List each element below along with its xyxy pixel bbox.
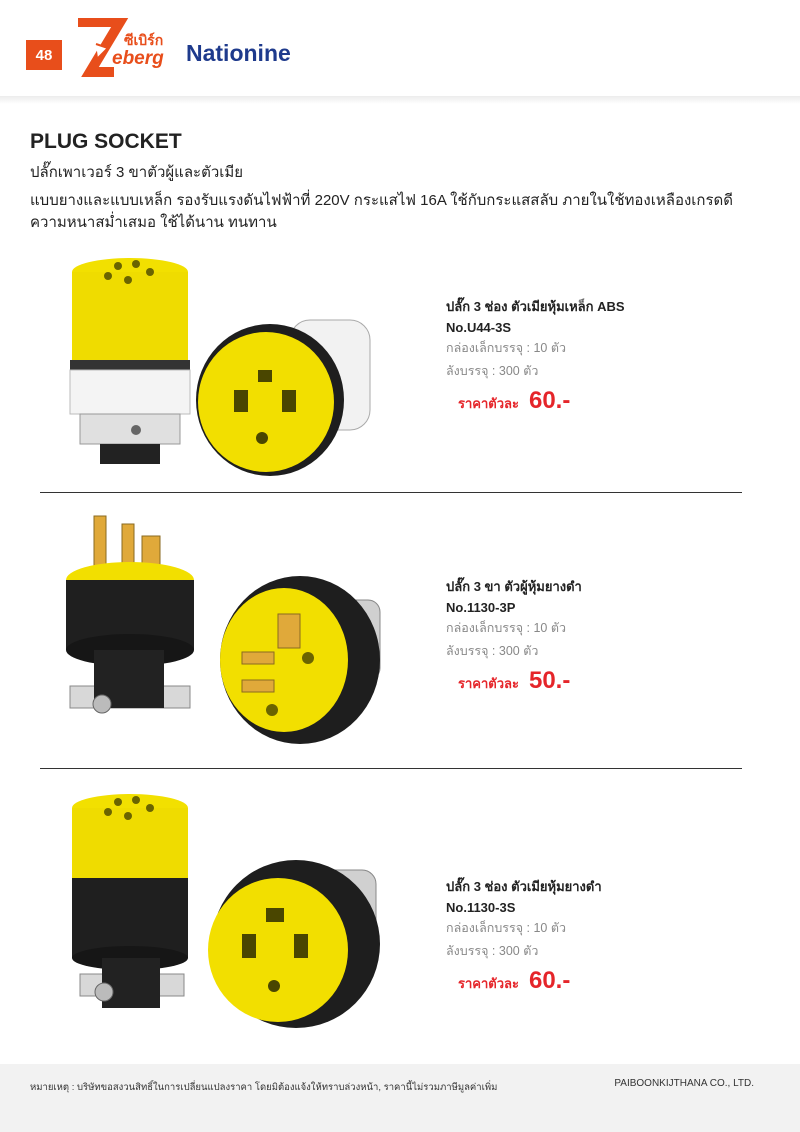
product-code: No.1130-3S xyxy=(446,900,516,915)
price-value: 60.- xyxy=(528,387,571,414)
product-carton-qty: ลังบรรจุ : 300 ตัว xyxy=(446,944,539,958)
product-info xyxy=(446,576,582,695)
header-shadow xyxy=(0,96,800,104)
divider xyxy=(40,768,742,769)
product-box-qty: กล่องเล็กบรรจุ : 10 ตัว xyxy=(446,341,566,355)
nationine-brand: Nationine xyxy=(186,40,291,66)
product-code: No.U44-3S xyxy=(446,320,512,335)
section-description: แบบยางและแบบเหล็ก รองรับแรงดันไฟฟ้าที่ 220V กระแสไฟ 16A ใช้กับกระแสสลับ ภายในใช้ทองเหลืองเกรดดี ความหนาสม่ำเสมอ ใช้ได้นาน ทนทาน xyxy=(30,192,734,231)
divider xyxy=(40,492,742,493)
price-label: ราคาตัวละ xyxy=(458,396,519,411)
product-box-qty: กล่องเล็กบรรจุ : 10 ตัว xyxy=(446,621,566,635)
footer-note: หมายเหตุ : บริษัทขอสงวนสิทธิ์ในการเปลี่ยนแปลงราคา โดยมิต้องแจ้งให้ทราบล่วงหน้า, ราคานี้ไม่รวมภาษีมูลค่าเพิ่ม xyxy=(30,1082,498,1093)
company-name: PAIBOONKIJTHANA CO., LTD. xyxy=(614,1078,754,1089)
product-box-qty: กล่องเล็กบรรจุ : 10 ตัว xyxy=(446,921,566,935)
product-image-u44-3s xyxy=(40,250,400,490)
section-subtitle: ปลั๊กเพาเวอร์ 3 ขาตัวผู้และตัวเมีย xyxy=(30,164,244,181)
product-name: ปลั๊ก 3 ช่อง ตัวเมียหุ้มยางดำ xyxy=(446,879,602,894)
section-title: PLUG SOCKET xyxy=(30,130,182,153)
price-value: 60.- xyxy=(528,967,571,994)
product-info xyxy=(446,876,602,995)
price-label: ราคาตัวละ xyxy=(458,676,519,691)
price-label: ราคาตัวละ xyxy=(458,976,519,991)
page-footer xyxy=(0,1064,800,1132)
page-number-badge: 48 xyxy=(26,40,62,70)
product-image-1130-3p xyxy=(40,510,400,750)
price-row xyxy=(446,667,582,695)
price-row xyxy=(446,387,625,415)
logo-word-text: eberg xyxy=(112,48,164,69)
product-name: ปลั๊ก 3 ช่อง ตัวเมียหุ้มเหล็ก ABS xyxy=(446,299,625,314)
logo-thai-text: ซีเบิร์ก xyxy=(124,32,164,48)
product-carton-qty: ลังบรรจุ : 300 ตัว xyxy=(446,364,539,378)
product-carton-qty: ลังบรรจุ : 300 ตัว xyxy=(446,644,539,658)
price-row xyxy=(446,967,602,995)
product-name: ปลั๊ก 3 ขา ตัวผู้หุ้มยางดำ xyxy=(446,579,582,594)
product-info xyxy=(446,296,625,415)
product-image-1130-3s xyxy=(40,790,400,1030)
price-value: 50.- xyxy=(528,667,571,694)
product-code: No.1130-3P xyxy=(446,600,516,615)
